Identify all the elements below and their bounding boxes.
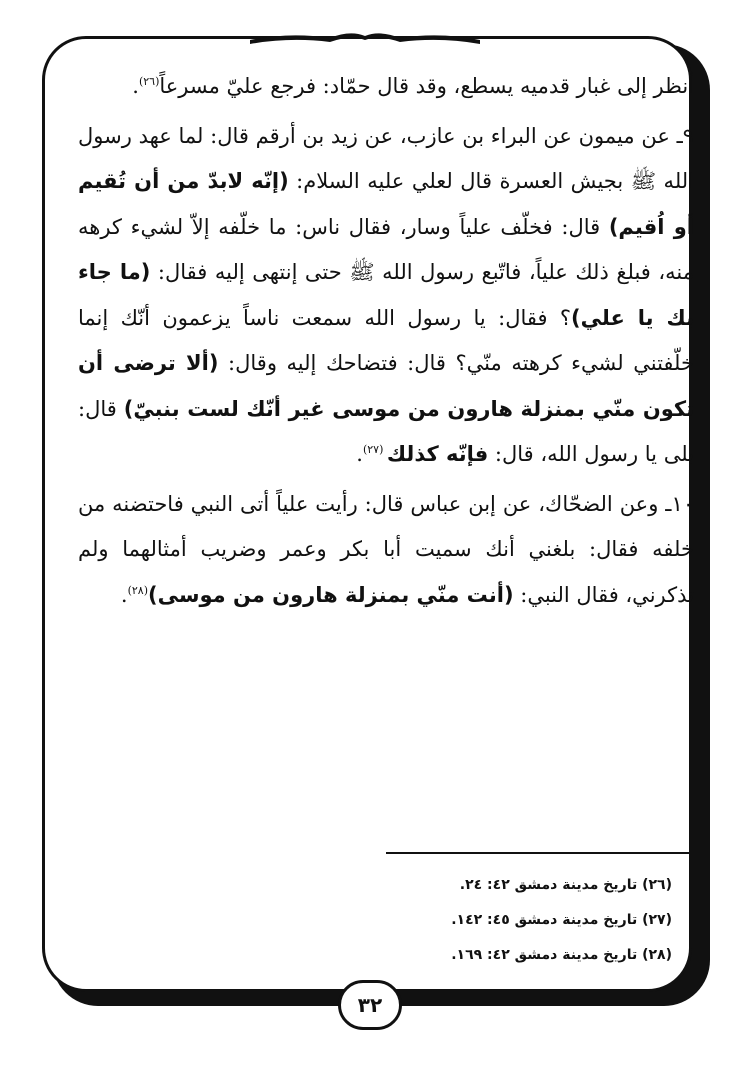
- page-number: ٣٢: [338, 980, 402, 1030]
- text-run: قال: فخلّف علياً وسار، فقال ناس: ما خلّفه إلاّ لشيء كرهه منه، فبلغ ذلك علياً، فاتّبع رسول الله ﷺ حتى إنتهى إليه فقال:: [78, 214, 694, 284]
- main-text: [78, 64, 694, 618]
- footnote: (٢٨) تاريخ مدينة دمشق ٤٢: ١٦٩.: [451, 947, 672, 963]
- paragraph: [78, 482, 694, 619]
- text-run: .: [356, 442, 363, 466]
- footnote-ref: (٢٨): [127, 583, 148, 597]
- footnote: (٢٦) تاريخ مدينة دمشق ٤٢: ٢٤.: [459, 877, 672, 893]
- footnote-divider: [386, 852, 692, 854]
- text-run: أنظر إلى غبار قدميه يسطع، وقد قال حمّاد: فرجع عليّ مسرعاً: [159, 74, 694, 98]
- paragraph: [78, 64, 694, 110]
- footnotes: [380, 868, 672, 973]
- quote-run: (أنت منّي بمنزلة هارون من موسى): [147, 582, 514, 607]
- quote-run: (إنّه لابدّ من أن تُقيم أو اُقيم): [78, 169, 694, 239]
- top-ornament: [250, 28, 480, 46]
- quote-run: (ما جاء بك يا علي): [78, 260, 694, 330]
- text-run: قال: بلى يا رسول الله، قال:: [78, 396, 694, 466]
- footnote: (٢٧) تاريخ مدينة دمشق ٤٥: ١٤٢.: [451, 912, 672, 928]
- text-run: ١٠ـ وعن الضحّاك، عن إبن عباس قال: رأيت علياً أتى النبي فاحتضنه من خلفه فقال: بلغني أنك سميت أبا بكر وعمر وضريب أمثالهما ولم تذكرني، فقال النبي:: [78, 491, 694, 607]
- quote-run: (ألا ترضى أن تكون منّي بمنزلة هارون من موسى غير أنّك لست بنبيّ): [78, 351, 695, 421]
- text-run: .: [120, 582, 128, 607]
- paragraph: [78, 114, 694, 478]
- text-run: ؟ فقال: يا رسول الله سمعت ناساً يزعمون أنّك إنما خلّفتني لشيء كرهته منّي؟ قال: فتضاحك إليه وقال:: [78, 305, 694, 375]
- text-run: ٩ـ عن ميمون عن البراء بن عازب، عن زيد بن أرقم قال: لما عهد رسول الله ﷺ بجيش العسرة قال لعلي عليه السلام:: [78, 123, 694, 193]
- text-run: .: [132, 74, 139, 98]
- footnote-ref: (٢٦): [138, 75, 160, 88]
- quote-run: فإنّه كذلك: [386, 442, 489, 466]
- footnote-ref: (٢٧): [362, 443, 387, 456]
